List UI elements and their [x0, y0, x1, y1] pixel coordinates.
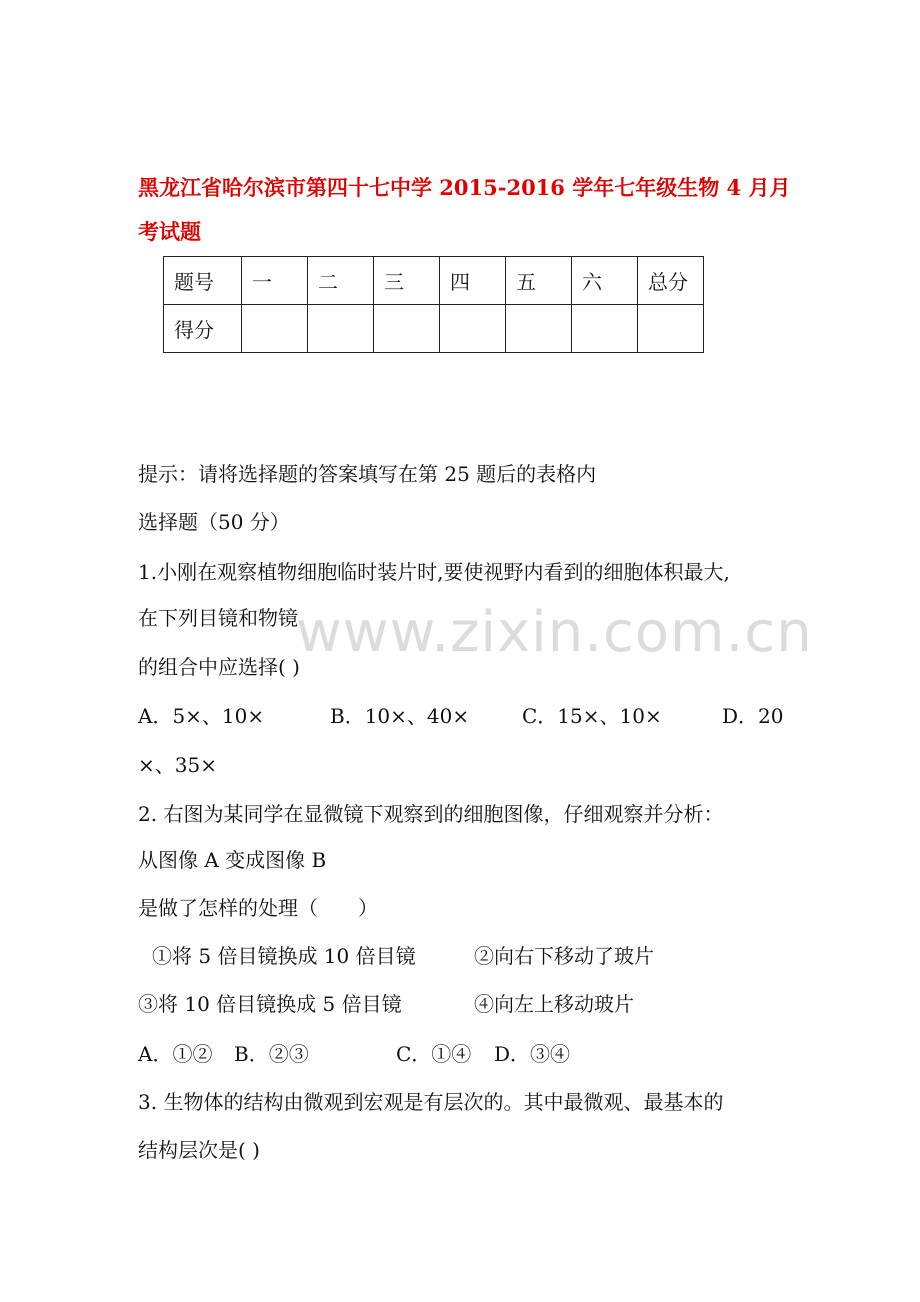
q2-option-d: D．③④ [494, 1042, 571, 1066]
score-cell[interactable] [308, 305, 374, 353]
score-cell[interactable] [638, 305, 704, 353]
q1-option-d-continued: ×、35× [138, 753, 217, 777]
score-header-cell: 三 [374, 257, 440, 305]
score-cell[interactable] [572, 305, 638, 353]
score-header-cell: 总分 [638, 257, 704, 305]
score-header-cell: 四 [440, 257, 506, 305]
score-cell[interactable] [440, 305, 506, 353]
q1-option-c: C．15×、10× [522, 704, 662, 728]
q3-text-line2: 结构层次是( ) [138, 1138, 260, 1162]
q2-text-line1: 2. 右图为某同学在显微镜下观察到的细胞图像，仔细观察并分析： [138, 802, 724, 826]
q2-option-c: C．①④ [396, 1042, 472, 1066]
q2-statement-2: ②向右下移动了玻片 [474, 944, 654, 968]
tip-text: 提示：请将选择题的答案填写在第 25 题后的表格内 [138, 462, 597, 486]
q1-option-b: B．10×、40× [330, 704, 470, 728]
document-title: 黑龙江省哈尔滨市第四十七中学 2015-2016 学年七年级生物 4 月月考试题 [138, 175, 791, 244]
score-header-cell: 题号 [164, 257, 242, 305]
q1-text-line3: 的组合中应选择( ) [138, 655, 300, 679]
score-header-cell: 二 [308, 257, 374, 305]
score-table [163, 256, 704, 353]
q1-text-line2: 在下列目镜和物镜 [138, 606, 298, 630]
q1-option-a: A．5×、10× [138, 704, 265, 728]
q2-text-line2: 从图像 A 变成图像 B [138, 848, 327, 872]
watermark: www.zixin.com.cn [296, 600, 813, 665]
q2-statement-1: ①将 5 倍目镜换成 10 倍目镜 [152, 944, 416, 968]
q2-option-b: B．②③ [234, 1042, 309, 1066]
score-cell[interactable] [506, 305, 572, 353]
q2-statement-3: ③将 10 倍目镜换成 5 倍目镜 [138, 992, 402, 1016]
score-table-header-row [164, 257, 704, 305]
q2-statement-4: ④向左上移动玻片 [474, 992, 634, 1016]
section-heading: 选择题（50 分） [138, 510, 290, 534]
score-table-score-row [164, 305, 704, 353]
score-row-label: 得分 [164, 305, 242, 353]
score-cell[interactable] [242, 305, 308, 353]
score-cell[interactable] [374, 305, 440, 353]
q2-text-line3: 是做了怎样的处理（ ） [138, 896, 378, 920]
score-header-cell: 六 [572, 257, 638, 305]
q2-option-a: A．①② [138, 1042, 213, 1066]
q1-text-line1: 1.小刚在观察植物细胞临时装片时,要使视野内看到的细胞体积最大, [138, 560, 730, 584]
q3-text-line1: 3. 生物体的结构由微观到宏观是有层次的。其中最微观、最基本的 [138, 1090, 724, 1114]
score-header-cell: 五 [506, 257, 572, 305]
score-header-cell: 一 [242, 257, 308, 305]
q1-option-d: D．20 [722, 704, 784, 728]
